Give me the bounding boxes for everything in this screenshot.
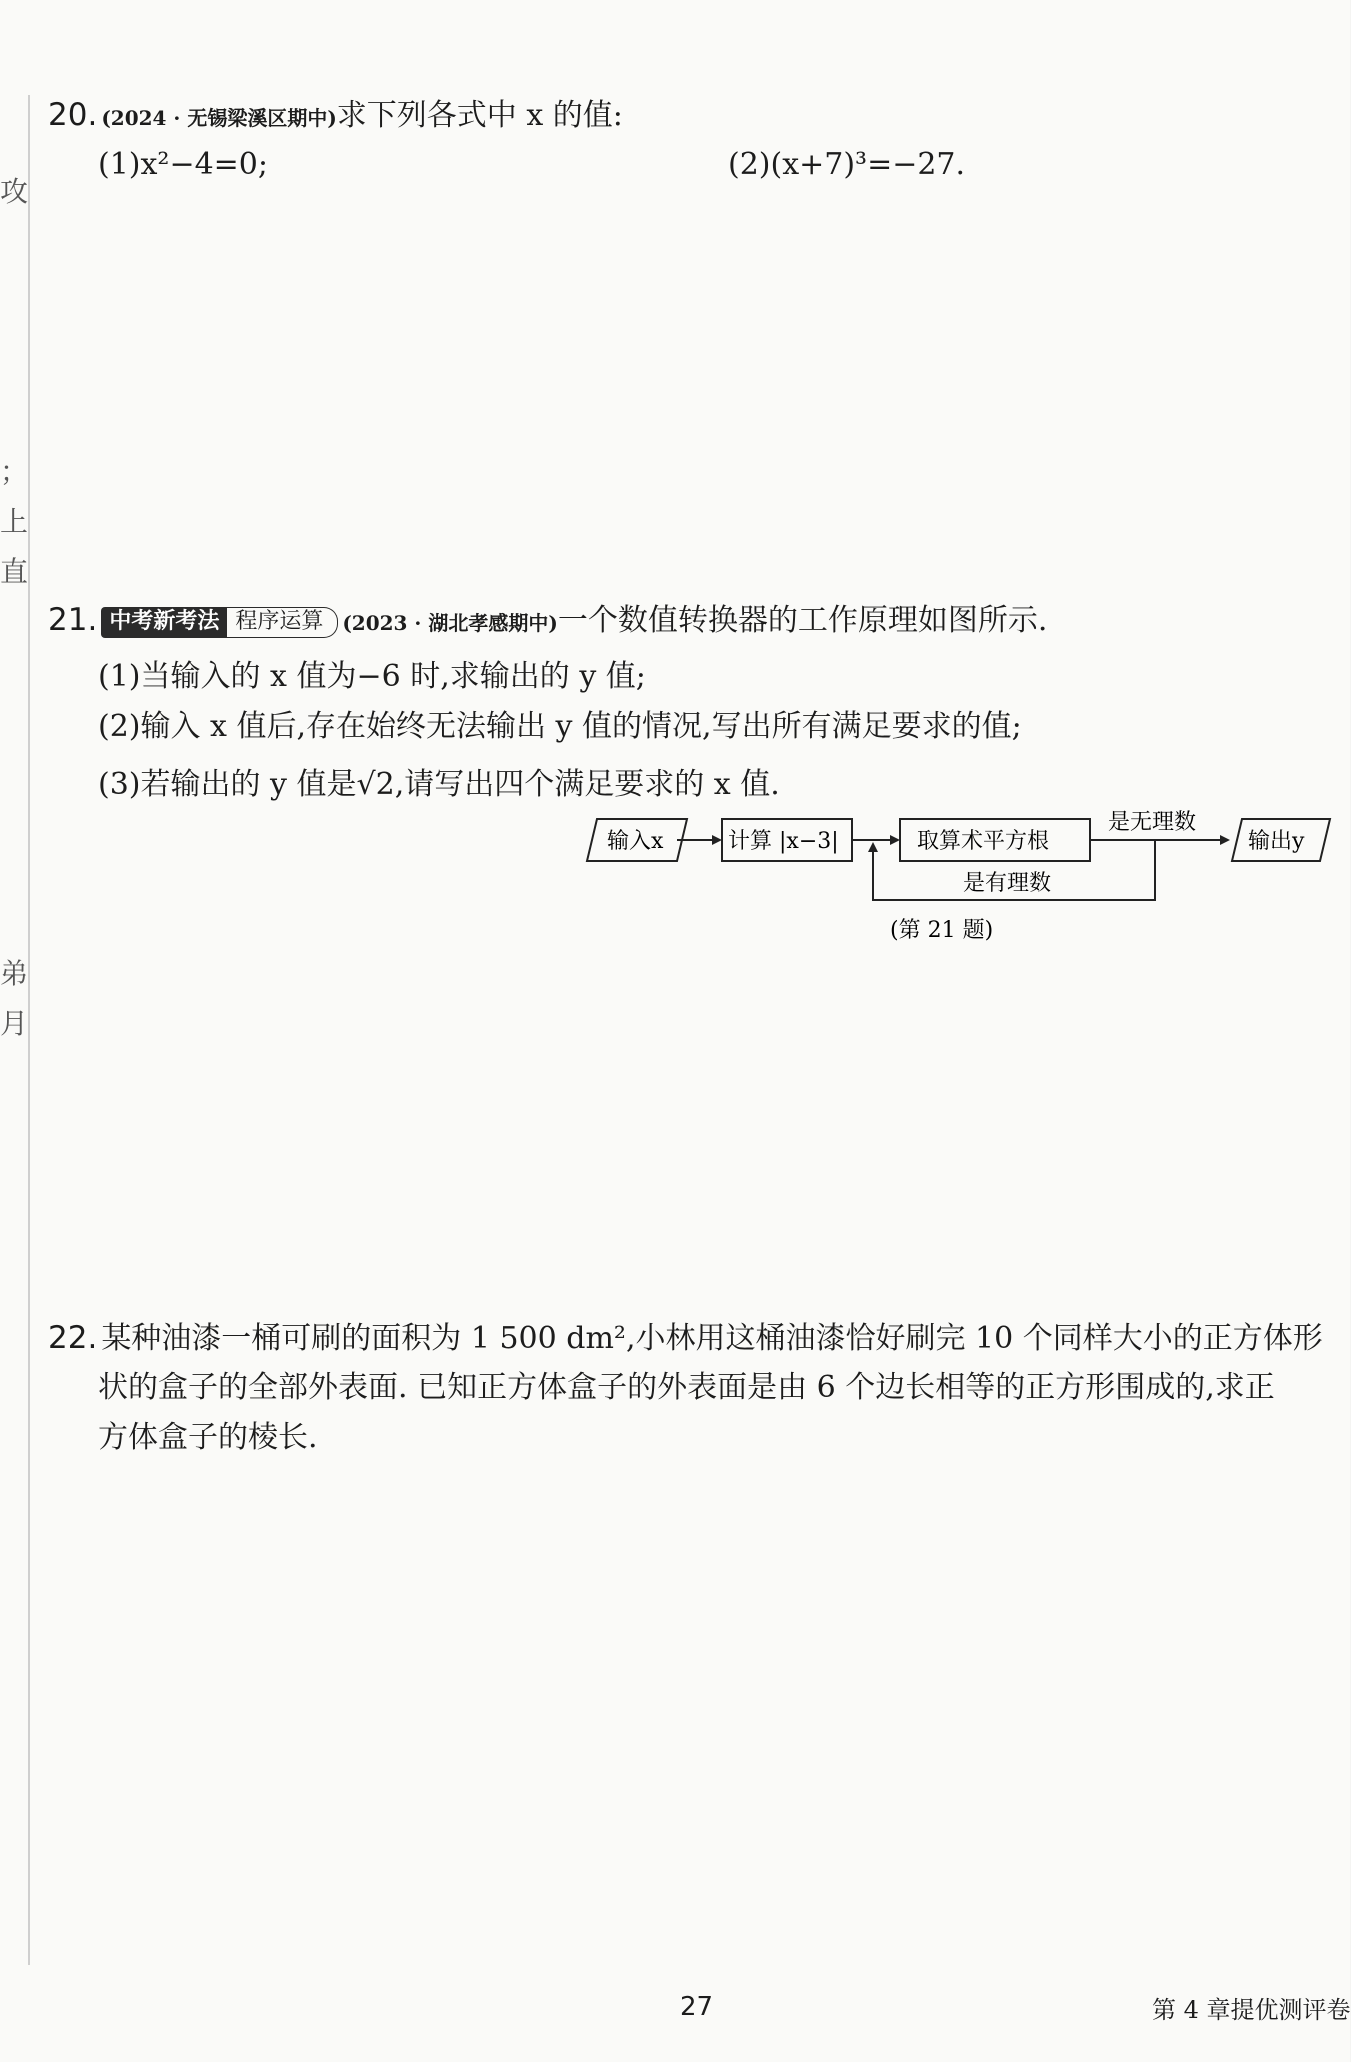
compute-label: 计算 |x−3| — [728, 829, 839, 854]
arrowhead-loop — [868, 842, 878, 852]
margin-mark: 弟 — [0, 957, 29, 990]
new-exam-method-tag: 中考新考法 — [101, 607, 227, 638]
arrowhead-compute — [712, 835, 722, 845]
figure-caption: (第 21 题) — [890, 918, 994, 943]
margin-mark: 月 — [0, 1007, 29, 1040]
q22-number: 22. — [48, 1320, 98, 1356]
margin-mark: ； — [0, 455, 29, 488]
q21-part3: (3)若输出的 y 值是√2,请写出四个满足要求的 x 值. — [98, 767, 780, 802]
q21-stem: 一个数值转换器的工作原理如图所示. — [557, 603, 1048, 638]
margin-mark: 直 — [0, 555, 29, 588]
margin-mark: 攻 — [0, 175, 29, 208]
q22-line1 — [48, 1320, 1323, 1356]
q20-stem: 求下列各式中 x 的值: — [336, 98, 623, 133]
q20-part2: (2)(x+7)³=−27. — [728, 147, 966, 182]
number-converter-diagram — [585, 810, 1345, 945]
q22-line2: 状的盒子的全部外表面. 已知正方体盒子的外表面是由 6 个边长相等的正方形围成的,求正 — [98, 1370, 1275, 1405]
program-operation-tag: 程序运算 — [227, 607, 338, 638]
q21-number: 21. — [48, 602, 98, 638]
page-number: 27 — [680, 1992, 714, 2022]
q20-number: 20. — [48, 97, 98, 133]
q21-part2: (2)输入 x 值后,存在始终无法输出 y 值的情况,写出所有满足要求的值; — [98, 709, 1022, 744]
chapter-footer: 第 4 章提优测评卷 — [1152, 1996, 1351, 2024]
q20-source: (2024 · 无锡梁溪区期中) — [101, 106, 337, 130]
input-label: 输入x — [607, 829, 664, 854]
q22-text-line1: 某种油漆一桶可刷的面积为 1 500 dm²,小林用这桶油漆恰好刷完 10 个同样大小的正方体形 — [101, 1321, 1323, 1356]
output-label: 输出y — [1248, 829, 1305, 854]
q21-source: (2023 · 湖北孝感期中) — [342, 611, 558, 635]
q22-line3: 方体盒子的棱长. — [98, 1420, 318, 1455]
binding-margin-line — [28, 95, 30, 1965]
arrowhead-sqrt — [890, 835, 900, 845]
irrational-label: 是无理数 — [1108, 810, 1197, 835]
q21-part1: (1)当输入的 x 值为−6 时,求输出的 y 值; — [98, 659, 646, 694]
sqrt-label: 取算术平方根 — [917, 829, 1050, 854]
rational-label: 是有理数 — [963, 871, 1052, 896]
q21-header — [48, 602, 1048, 638]
q20-header — [48, 97, 623, 133]
arrowhead-output — [1220, 835, 1230, 845]
q20-part1: (1)x²−4=0; — [98, 147, 268, 182]
margin-mark: 上 — [0, 505, 29, 538]
